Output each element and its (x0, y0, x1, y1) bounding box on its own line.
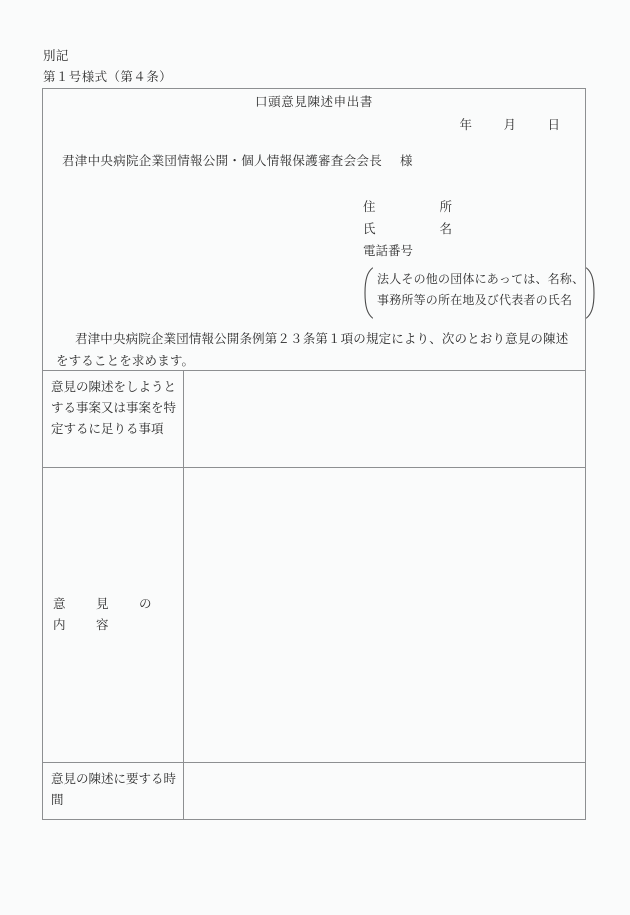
row-label-case-identification: 意見の陳述をしようとする事案又は事案を特定するに足りる事項 (43, 371, 184, 468)
body-paragraph-text: 君津中央病院企業団情報公開条例第２３条第１項の規定により、次のとおり意見の陳述をすることを求めます。 (56, 332, 569, 368)
header-line-besshi: 別記 (43, 49, 69, 63)
page-title: 口頭意見陳述申出書 (255, 95, 373, 109)
row-value-required-time[interactable] (184, 763, 586, 820)
table-row (43, 763, 585, 820)
applicant-field-name-label: 氏 名 (363, 222, 466, 236)
row-label-opinion-content (43, 468, 184, 763)
brace-left-icon (363, 267, 374, 319)
form-frame (42, 88, 586, 820)
table-row (43, 371, 585, 468)
corporate-note-line-2: 事務所等の所在地及び代表者の氏名 (377, 293, 573, 307)
date-year-label: 年 (459, 118, 472, 132)
brace-right-icon (585, 267, 596, 319)
form-entry-table (43, 370, 585, 819)
row-value-opinion-content[interactable] (184, 468, 586, 763)
date-day-label: 日 (547, 118, 560, 132)
addressee-name: 君津中央病院企業団情報公開・個人情報保護審査会会長 (62, 154, 383, 168)
date-line (459, 115, 560, 133)
corporate-note-block (363, 267, 596, 319)
table-row (43, 468, 585, 763)
addressee-line (62, 151, 413, 169)
header-line-form-number: 第１号様式（第４条） (43, 70, 173, 84)
corporate-note-text (374, 267, 585, 319)
row-label-required-time: 意見の陳述に要する時間 (43, 763, 184, 820)
document-header (43, 46, 343, 88)
applicant-field-address-label: 住 所 (363, 200, 466, 214)
corporate-note-line-1: 法人その他の団体にあっては、名称、 (377, 272, 585, 286)
row-value-case-identification[interactable] (184, 371, 586, 468)
applicant-fields (363, 196, 465, 262)
row-label-opinion-content-text: 意 見 の 内 容 (53, 597, 183, 632)
body-paragraph (56, 328, 575, 372)
applicant-field-address (363, 196, 465, 218)
applicant-field-name (363, 218, 465, 240)
applicant-field-phone (363, 240, 465, 262)
date-month-label: 月 (503, 118, 516, 132)
addressee-honorific: 様 (400, 154, 413, 168)
applicant-field-phone-label: 電話番号 (363, 244, 414, 258)
letterhead-section (43, 89, 585, 370)
